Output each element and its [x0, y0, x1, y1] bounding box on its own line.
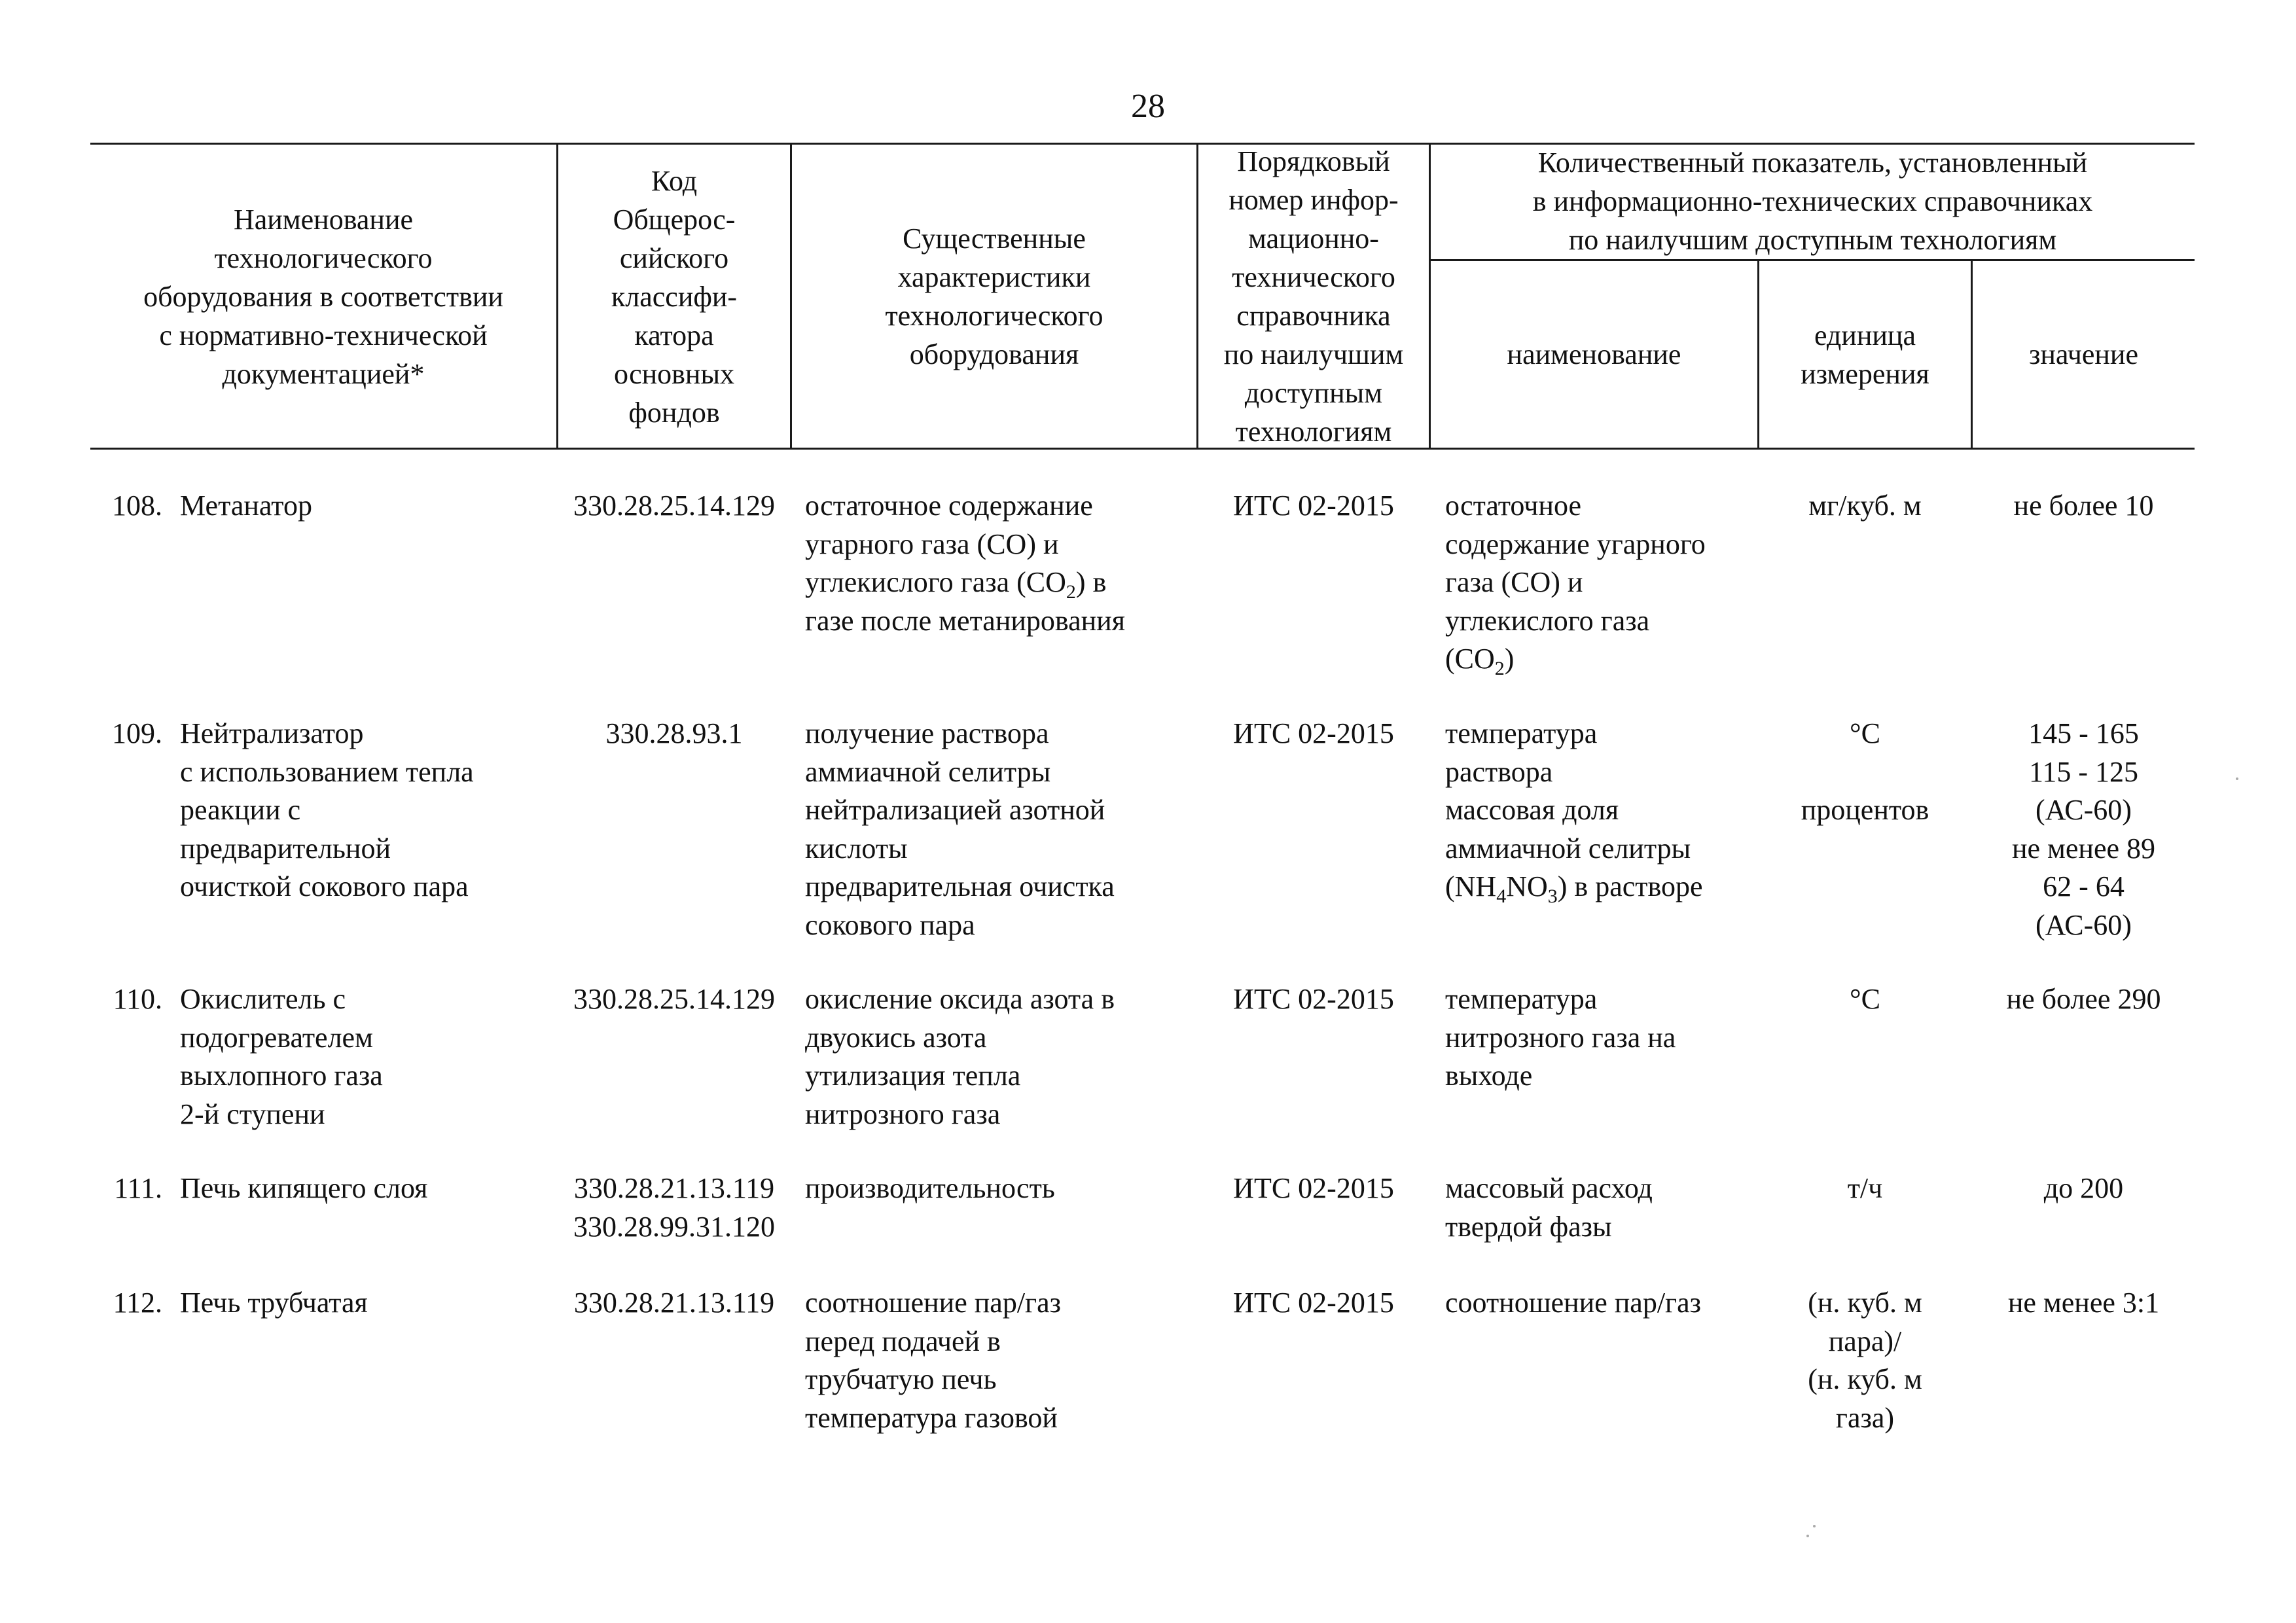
row-code: 330.28.25.14.129	[573, 983, 775, 1015]
row-reference: ИТС 02-2015	[1233, 717, 1394, 749]
row-value: 145 - 165 115 - 125 (АС-60) не менее 89 62 - 64 (АС-60)	[2011, 717, 2156, 941]
row-value: до 200	[2043, 1172, 2124, 1204]
header-code	[558, 145, 790, 448]
row-number: 109.	[112, 717, 162, 749]
header-indicator-unit	[1759, 261, 1971, 448]
header-reference	[1198, 145, 1429, 448]
row-indicator-name: массовый расход твердой фазы	[1445, 1172, 1653, 1243]
row-unit: °С	[1850, 983, 1880, 1015]
row-characteristics: получение раствора аммиачной селитры нейтрализацией азотной кислоты предварительная очистка сокового пара	[805, 717, 1115, 941]
row-characteristics: окисление оксида азота в двуокись азота утилизация тепла нитрозного газа	[805, 983, 1115, 1130]
header-characteristics-text: Существенные характеристики технологического оборудования	[885, 223, 1103, 370]
scan-speck	[1806, 1535, 1809, 1537]
row-equipment-name: Печь кипящего слоя	[180, 1172, 428, 1204]
row-value: не более 10	[2013, 490, 2154, 522]
row-number: 108.	[112, 490, 162, 522]
row-unit: т/ч	[1847, 1172, 1883, 1204]
header-name-text: Наименование технологического оборудования в соответствии с нормативно-технической документацией*	[143, 203, 503, 390]
header-indicator-value-text: значение	[2029, 338, 2138, 370]
row-indicator-name: температура нитрозного газа на выходе	[1445, 983, 1676, 1092]
row-indicator-name: температура раствора массовая доля аммиачной селитры $(NH_4NO_3)$ в растворе	[1445, 717, 1703, 907]
row-unit: °С процентов	[1801, 717, 1929, 826]
header-indicator-group-text: Количественный показатель, установленный в информационно-технических справочниках по наилучшим доступным технологиям	[1532, 146, 2093, 256]
header-code-text: Код Общерос- сийского классифи- катора основных фондов	[611, 164, 738, 429]
row-indicator-name: остаточное содержание угарного газа (СО) и углекислого газа $(СО_2)$	[1445, 490, 1706, 679]
row-code: 330.28.21.13.119	[573, 1287, 775, 1319]
row-reference: ИТС 02-2015	[1233, 983, 1394, 1015]
header-reference-text: Порядковый номер инфор- мационно- технического справочника по наилучшим доступным технологиям	[1223, 145, 1404, 448]
header-indicator-value	[1973, 261, 2195, 448]
row-equipment-name: Окислитель с подогревателем выхлопного газа 2-й ступени	[180, 983, 383, 1130]
row-equipment-name: Печь трубчатая	[180, 1287, 368, 1319]
row-value: не менее 3:1	[2007, 1287, 2160, 1319]
row-value: не более 290	[2006, 983, 2161, 1015]
row-characteristics: соотношение пар/газ перед подачей в трубчатую печь температура газовой	[805, 1287, 1062, 1434]
header-indicator-unit-text: единица измерения	[1801, 319, 1929, 390]
row-number: 111.	[114, 1172, 162, 1204]
row-number: 112.	[113, 1287, 162, 1319]
header-name	[90, 145, 556, 448]
row-code: 330.28.93.1	[605, 717, 743, 749]
scan-speck	[2236, 777, 2238, 780]
row-equipment-name: Метанатор	[180, 490, 312, 522]
header-indicator-name-text: наименование	[1507, 338, 1681, 370]
row-reference: ИТС 02-2015	[1233, 1172, 1394, 1204]
row-indicator-name: соотношение пар/газ	[1445, 1287, 1702, 1319]
row-unit: мг/куб. м	[1808, 490, 1922, 522]
row-code: 330.28.21.13.119 330.28.99.31.120	[573, 1172, 775, 1243]
row-code: 330.28.25.14.129	[573, 490, 775, 522]
row-unit: (н. куб. м пара)/ (н. куб. м газа)	[1808, 1287, 1922, 1434]
header-indicator-group	[1431, 141, 2195, 260]
row-characteristics: производительность	[805, 1172, 1055, 1204]
row-reference: ИТС 02-2015	[1233, 490, 1394, 522]
row-reference: ИТС 02-2015	[1233, 1287, 1394, 1319]
row-characteristics: остаточное содержание угарного газа (СО) и углекислого газа $(СО_2)$ в газе после метанирования	[805, 490, 1125, 637]
row-equipment-name: Нейтрализатор с использованием тепла реакции с предварительной очисткой сокового пара	[180, 717, 474, 902]
header-indicator-name	[1431, 261, 1757, 448]
header-characteristics	[792, 145, 1196, 448]
header-bottom-rule	[90, 448, 2195, 450]
scan-speck	[1813, 1525, 1816, 1527]
page-number: 28	[1131, 88, 1165, 125]
row-number: 110.	[113, 983, 162, 1015]
